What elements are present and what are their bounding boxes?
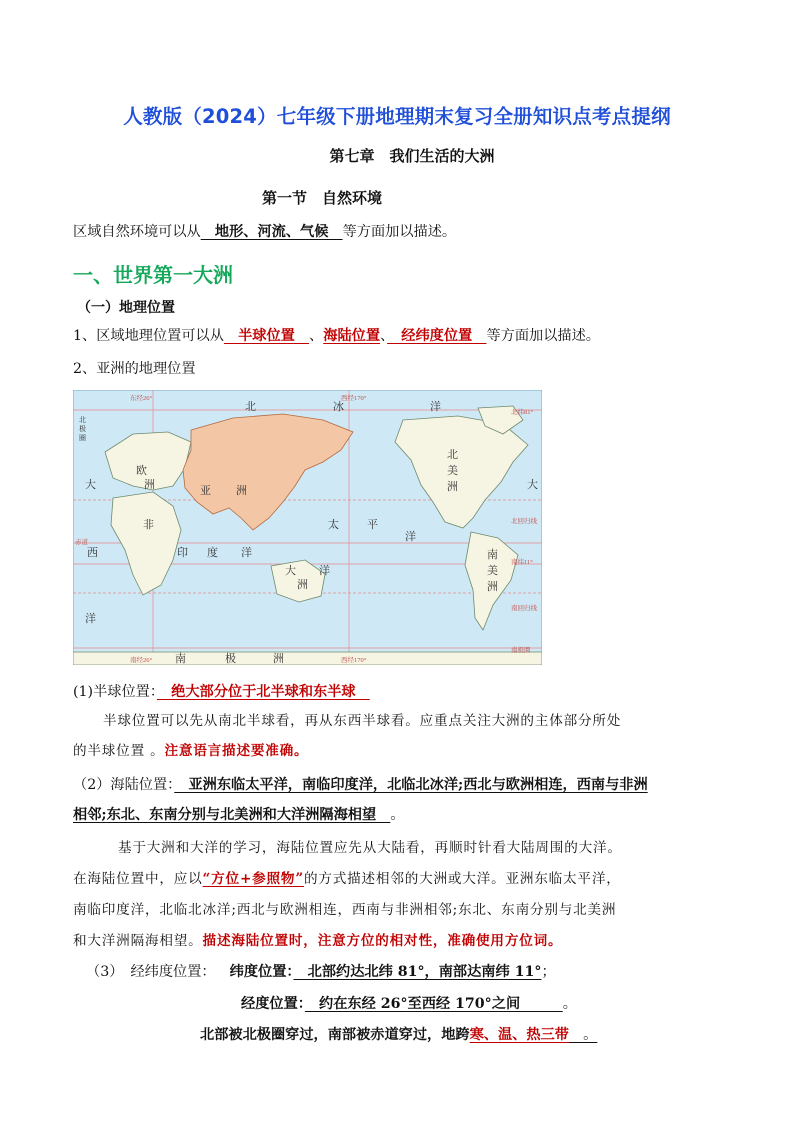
longitude-answer: 约在东经 26°至西经 170°之间	[304, 996, 563, 1012]
map-label: 南纬11°	[511, 559, 533, 566]
hemisphere-note-1: 半球位置可以先从南北半球看，再从东西半球看。应重点关注大洲的主体部分所处	[103, 713, 622, 729]
period: 。	[568, 1027, 598, 1043]
map-label: 赤道	[75, 539, 88, 546]
section-heading: 第一节 自然环境	[262, 189, 383, 207]
note-text: 的半球位置 。	[73, 743, 165, 759]
map-label: 印	[177, 547, 188, 559]
lat-lon-line	[86, 962, 556, 982]
asia-location-map	[73, 390, 542, 665]
map-label: 度	[207, 547, 218, 559]
sep: 、	[309, 328, 324, 344]
item-2: 2、亚洲的地理位置	[73, 361, 196, 377]
map-label: 洲	[487, 581, 498, 593]
map-label: 洲	[273, 653, 284, 665]
note-text: 和大洋洲隔海相望。	[73, 933, 203, 949]
sep: 、	[380, 328, 388, 344]
intro-text: 区域自然环境可以从	[73, 224, 201, 240]
sea-note-4	[73, 927, 562, 955]
map-label: 北	[79, 416, 86, 424]
item-1-tail: 等方面加以描述。	[486, 328, 600, 344]
map-label: 亚	[200, 485, 211, 497]
climate-zone-line	[200, 1025, 597, 1045]
map-label: 平	[367, 519, 378, 531]
note-emphasis: 描述海陆位置时，注意方位的相对性，准确使用方位词。	[202, 933, 563, 949]
intro-line	[73, 222, 456, 242]
document-title: 人教版（2024）七年级下册地理期末复习全册知识点考点提纲	[123, 105, 671, 128]
map-label: 洲	[447, 481, 458, 493]
map-label: 大	[85, 479, 96, 491]
map-label: 北	[245, 401, 256, 413]
map-label: 洋	[319, 565, 330, 577]
map-label: 北纬81°	[511, 409, 534, 416]
latitude-label: 纬度位置：	[229, 964, 294, 980]
map-label: 圈	[79, 434, 86, 442]
map-label: 美	[487, 565, 498, 577]
answer-hemisphere: 半球位置	[223, 328, 310, 344]
sea-note-1: 基于大洲和大洋的学习，海陆位置应先从大陆看，再顺时针看大陆周围的大洋。	[118, 840, 622, 856]
map-label: 洲	[144, 479, 155, 491]
map-label: 极	[225, 653, 236, 665]
map-label: 南	[175, 653, 186, 665]
hemisphere-answer: 绝大部分位于北半球和东半球	[156, 684, 370, 700]
zone-text: 北部被北极圈穿过，南部被赤道穿过，地跨	[200, 1027, 470, 1043]
map-label: 东经26°	[130, 395, 153, 402]
longitude-line	[241, 994, 577, 1014]
period: 。	[390, 807, 405, 823]
zone-answer: 寒、温、热三带	[469, 1027, 569, 1043]
map-label: 大	[285, 565, 296, 577]
heading-location: （一）地理位置	[77, 300, 175, 316]
map-label: 洲	[236, 485, 247, 497]
longitude-label: 经度位置：	[241, 996, 305, 1012]
sea-note-2	[73, 865, 621, 893]
period: 。	[562, 996, 577, 1012]
answer-lat-lon: 经纬度位置	[387, 328, 487, 344]
note-text: 的方式描述相邻的大洲或大洋。亚洲东临太平洋，	[303, 871, 621, 887]
sea-land-label: （2）海陆位置：	[73, 777, 175, 793]
semicolon: ；	[541, 964, 556, 980]
map-label: 洋	[405, 531, 416, 543]
answer-sea-land: 海陆位置	[323, 328, 381, 344]
intro-tail: 等方面加以描述。	[342, 224, 457, 240]
map-label: 西	[87, 547, 98, 559]
map-label: 洋	[241, 547, 252, 559]
item-1-text: 1、区域地理位置可以从	[73, 328, 224, 344]
map-label: 南	[487, 549, 498, 561]
sea-land-line-1	[73, 775, 648, 795]
chapter-heading: 第七章 我们生活的大洲	[329, 147, 495, 165]
intro-answer: 地形、河流、气候	[200, 224, 343, 240]
map-label: 极	[79, 425, 86, 433]
hemisphere-line	[73, 682, 370, 702]
hemisphere-note-2	[73, 737, 308, 765]
map-label: 太	[328, 519, 339, 531]
heading-world-largest-continent: 一、世界第一大洲	[73, 263, 233, 287]
map-label: 洋	[85, 613, 96, 625]
map-label: 冰	[333, 401, 344, 413]
map-label: 大	[527, 479, 538, 491]
hemisphere-label: (1)半球位置：	[73, 684, 157, 700]
map-label: 西经170°	[341, 395, 367, 402]
map-label: 南经26°	[130, 657, 153, 664]
map-label: 欧	[136, 465, 147, 477]
lat-lon-label: （3） 经纬度位置：	[86, 964, 216, 980]
map-label: 非	[143, 519, 154, 531]
map-label: 美	[447, 465, 458, 477]
note-emphasis: “方位+参照物”	[202, 871, 304, 887]
map-label: 北回归线	[511, 518, 537, 525]
map-label: 南极圈	[511, 647, 531, 654]
sea-land-line-2	[73, 805, 405, 825]
sea-land-answer-2: 相邻;东北、东南分别与北美洲和大洋洲隔海相望	[73, 807, 391, 823]
item-1	[73, 326, 600, 346]
note-emphasis: 注意语言描述要准确。	[164, 743, 309, 759]
map-label: 南回归线	[511, 605, 537, 612]
map-label: 西经170°	[341, 657, 367, 664]
map-label: 洲	[297, 579, 308, 591]
map-label: 洋	[430, 401, 441, 413]
sea-land-answer-1: 亚洲东临太平洋，南临印度洋，北临北冰洋;西北与欧洲相连，西南与非洲	[174, 777, 648, 793]
sea-note-3: 南临印度洋，北临北冰洋;西北与欧洲相连，西南与非洲相邻;东北、东南分别与北美洲	[73, 902, 617, 918]
map-label: 北	[447, 449, 458, 461]
latitude-answer: 北部约达北纬 81°，南部达南纬 11°	[293, 964, 542, 980]
note-text: 在海陆位置中，应以	[73, 871, 203, 887]
